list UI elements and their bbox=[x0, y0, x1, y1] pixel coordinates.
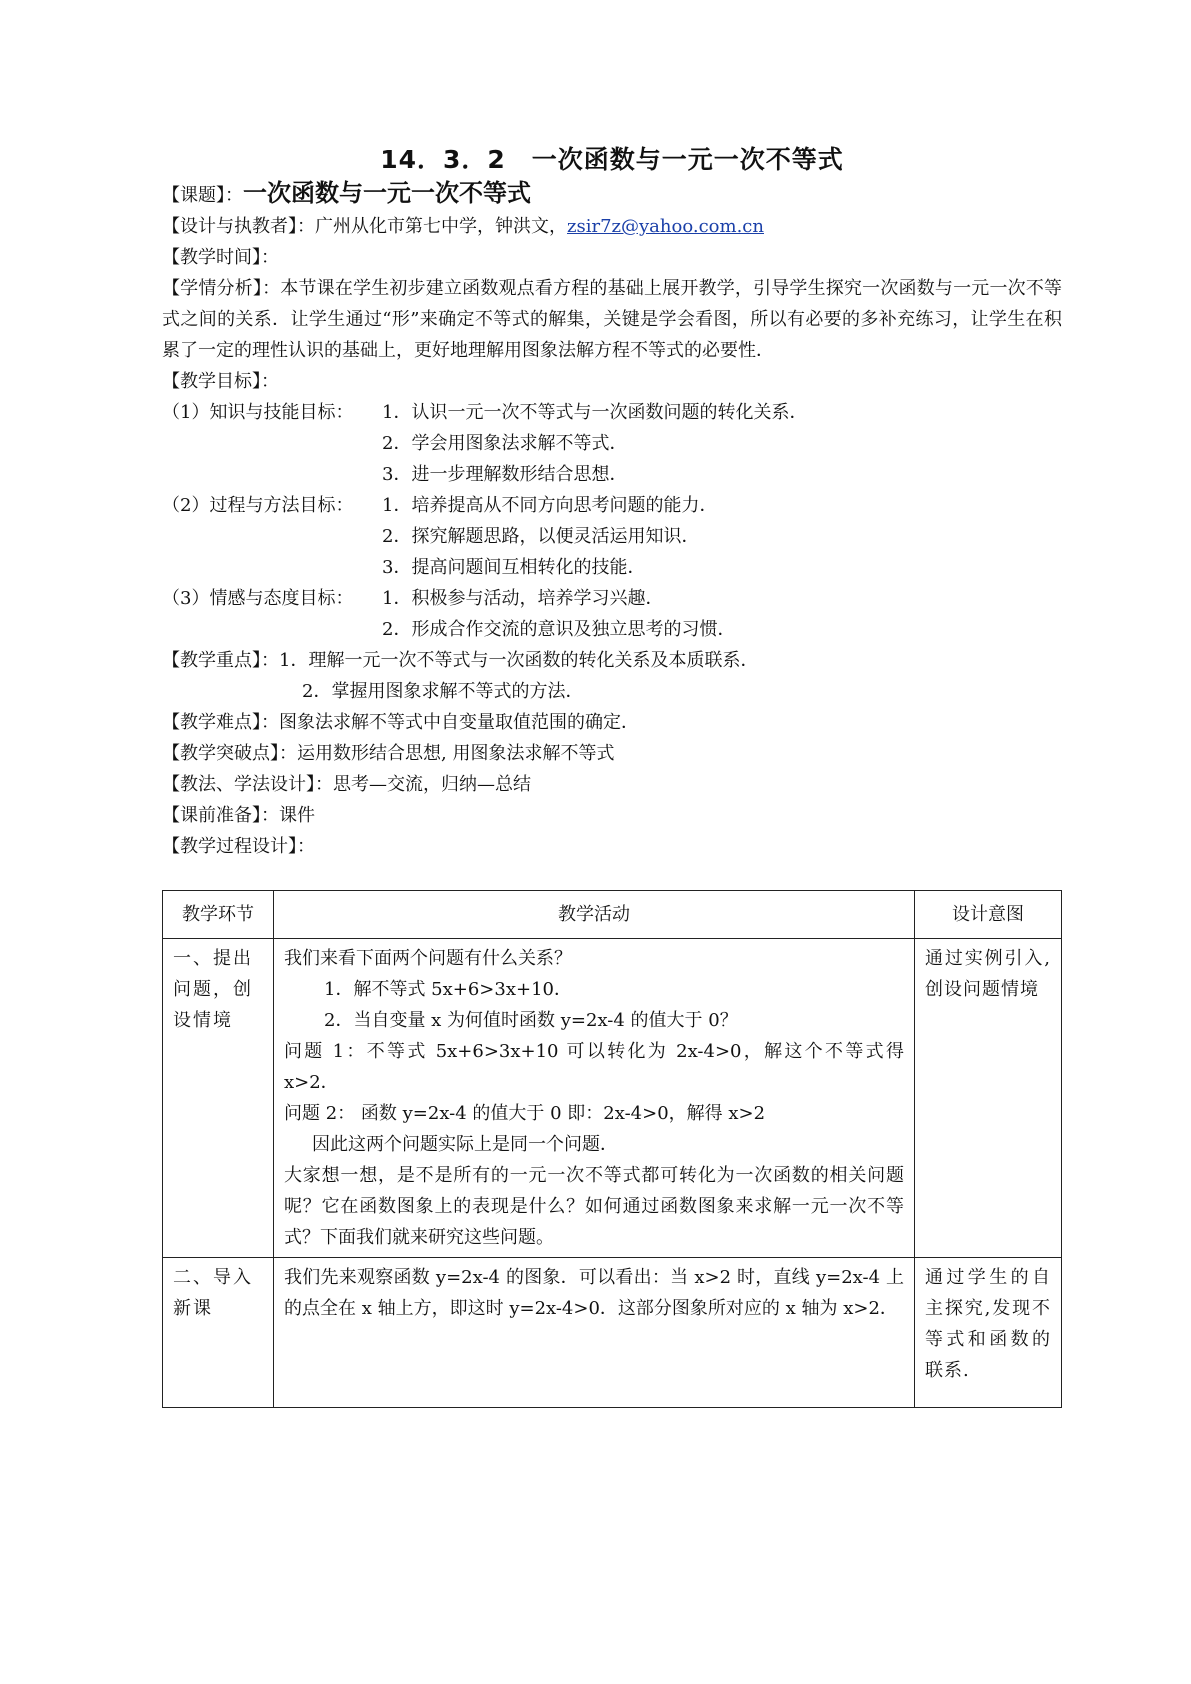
column-header-intent: 设计意图 bbox=[915, 891, 1062, 939]
time-label: 【教学时间】： bbox=[162, 247, 279, 268]
goals-heading bbox=[162, 366, 1062, 397]
goal-item: 1．积极参与活动，培养学习兴趣． bbox=[382, 588, 664, 609]
designer-line bbox=[162, 211, 1062, 242]
key-points-line-2 bbox=[162, 676, 1062, 707]
goal-group-label: （1）知识与技能目标： bbox=[162, 402, 354, 423]
difficulty-label: 【教学难点】： bbox=[162, 712, 279, 733]
goal-group-process bbox=[162, 490, 1062, 583]
activity-cell bbox=[274, 1258, 915, 1408]
intent-cell: 通过学生的自主探究,发现不等式和函数的联系. bbox=[915, 1258, 1062, 1408]
analysis-paragraph bbox=[162, 273, 1062, 366]
goal-group-attitude bbox=[162, 583, 1062, 645]
table-row bbox=[163, 939, 1062, 1258]
method-line bbox=[162, 769, 1062, 800]
time-line bbox=[162, 242, 1062, 273]
activity-line: 我们先来观察函数 y=2x-4 的图象．可以看出：当 x>2 时，直线 y=2x-4 上的点全在 x 轴上方，即这时 y=2x-4>0．这部分图象所对应的 x 轴为 x>2． bbox=[284, 1267, 904, 1319]
stage-cell: 一、提出问题，创设情境 bbox=[163, 939, 274, 1258]
difficulty-line bbox=[162, 707, 1062, 738]
difficulty-value: 图象法求解不等式中自变量取值范围的确定． bbox=[279, 712, 639, 733]
email-link[interactable]: zsir7z@yahoo.com.cn bbox=[567, 216, 764, 237]
goal-item: 1．培养提高从不同方向思考问题的能力． bbox=[382, 495, 718, 516]
intent-cell: 通过实例引入,创设问题情境 bbox=[915, 939, 1062, 1258]
method-value: 思考—交流，归纳—总结 bbox=[333, 774, 531, 795]
activity-line: 问题 1：不等式 5x+6>3x+10 可以转化为 2x-4>0，解这个不等式得 x>2． bbox=[284, 1041, 904, 1093]
activity-line: 大家想一想，是不是所有的一元一次不等式都可转化为一次函数的相关问题呢？它在函数图象上的表现是什么？如何通过函数图象来求解一元一次不等式？下面我们就来研究这些问题。 bbox=[284, 1165, 904, 1248]
analysis-label: 【学情分析】： bbox=[162, 278, 281, 299]
goal-item: 2．探究解题思路，以便灵活运用知识． bbox=[382, 526, 700, 547]
method-label: 【教法、学法设计】： bbox=[162, 774, 333, 795]
topic-line bbox=[162, 178, 1062, 211]
goal-item: 2．学会用图象法求解不等式． bbox=[382, 433, 628, 454]
table-header-row bbox=[163, 891, 1062, 939]
activity-line: 2．当自变量 x 为何值时函数 y=2x-4 的值大于 0？ bbox=[324, 1010, 738, 1031]
stage-cell: 二、导入新课 bbox=[163, 1258, 274, 1408]
column-header-stage: 教学环节 bbox=[163, 891, 274, 939]
process-label: 【教学过程设计】： bbox=[162, 836, 315, 857]
goal-group-knowledge bbox=[162, 397, 1062, 490]
topic-value: 一次函数与一元一次不等式 bbox=[243, 179, 531, 207]
activity-line: 因此这两个问题实际上是同一个问题． bbox=[312, 1134, 618, 1155]
activity-line: 我们来看下面两个问题有什么关系？ bbox=[284, 948, 572, 969]
prep-value: 课件 bbox=[279, 805, 315, 826]
goal-group-label: （2）过程与方法目标： bbox=[162, 495, 354, 516]
lesson-header bbox=[162, 140, 1062, 862]
activity-line: 1．解不等式 5x+6>3x+10． bbox=[324, 979, 572, 1000]
goal-item: 3．进一步理解数形结合思想． bbox=[382, 464, 628, 485]
activity-cell bbox=[274, 939, 915, 1258]
goal-item: 3．提高问题间互相转化的技能． bbox=[382, 557, 646, 578]
designer-label: 【设计与执教者】： bbox=[162, 216, 315, 237]
table-row bbox=[163, 1258, 1062, 1408]
analysis-text: 本节课在学生初步建立函数观点看方程的基础上展开教学，引导学生探究一次函数与一元一次不等式之间的关系．让学生通过“形”来确定不等式的解集，关键是学会看图，所以有必要的多补充练习，让学生在积累了一定的理性认识的基础上，更好地理解用图象法解方程不等式的必要性． bbox=[162, 278, 1063, 361]
designer-value: 广州从化市第七中学，钟洪文， bbox=[315, 216, 567, 237]
goals-label: 【教学目标】： bbox=[162, 371, 279, 392]
lesson-plan-table bbox=[162, 890, 1062, 1408]
key-points-label: 【教学重点】： bbox=[162, 650, 279, 671]
column-header-activity: 教学活动 bbox=[274, 891, 915, 939]
key-point-item: 1．理解一元一次不等式与一次函数的转化关系及本质联系． bbox=[279, 650, 759, 671]
prep-line bbox=[162, 800, 1062, 831]
breakthrough-line bbox=[162, 738, 1062, 769]
goal-item: 2．形成合作交流的意识及独立思考的习惯． bbox=[382, 619, 736, 640]
key-points-line bbox=[162, 645, 1062, 676]
goal-group-label: （3）情感与态度目标： bbox=[162, 588, 354, 609]
activity-line: 问题 2： 函数 y=2x-4 的值大于 0 即：2x-4>0，解得 x>2 bbox=[284, 1103, 766, 1124]
process-line bbox=[162, 831, 1062, 862]
breakthrough-label: 【教学突破点】： bbox=[162, 743, 297, 764]
page-title: 14．3．2 一次函数与一元一次不等式 bbox=[380, 145, 844, 174]
prep-label: 【课前准备】： bbox=[162, 805, 279, 826]
goal-item: 1．认识一元一次不等式与一次函数问题的转化关系． bbox=[382, 402, 808, 423]
key-point-item: 2．掌握用图象求解不等式的方法． bbox=[302, 681, 584, 702]
breakthrough-value: 运用数形结合思想, 用图象法求解不等式 bbox=[297, 743, 615, 764]
topic-label: 【课题】： bbox=[162, 185, 243, 206]
